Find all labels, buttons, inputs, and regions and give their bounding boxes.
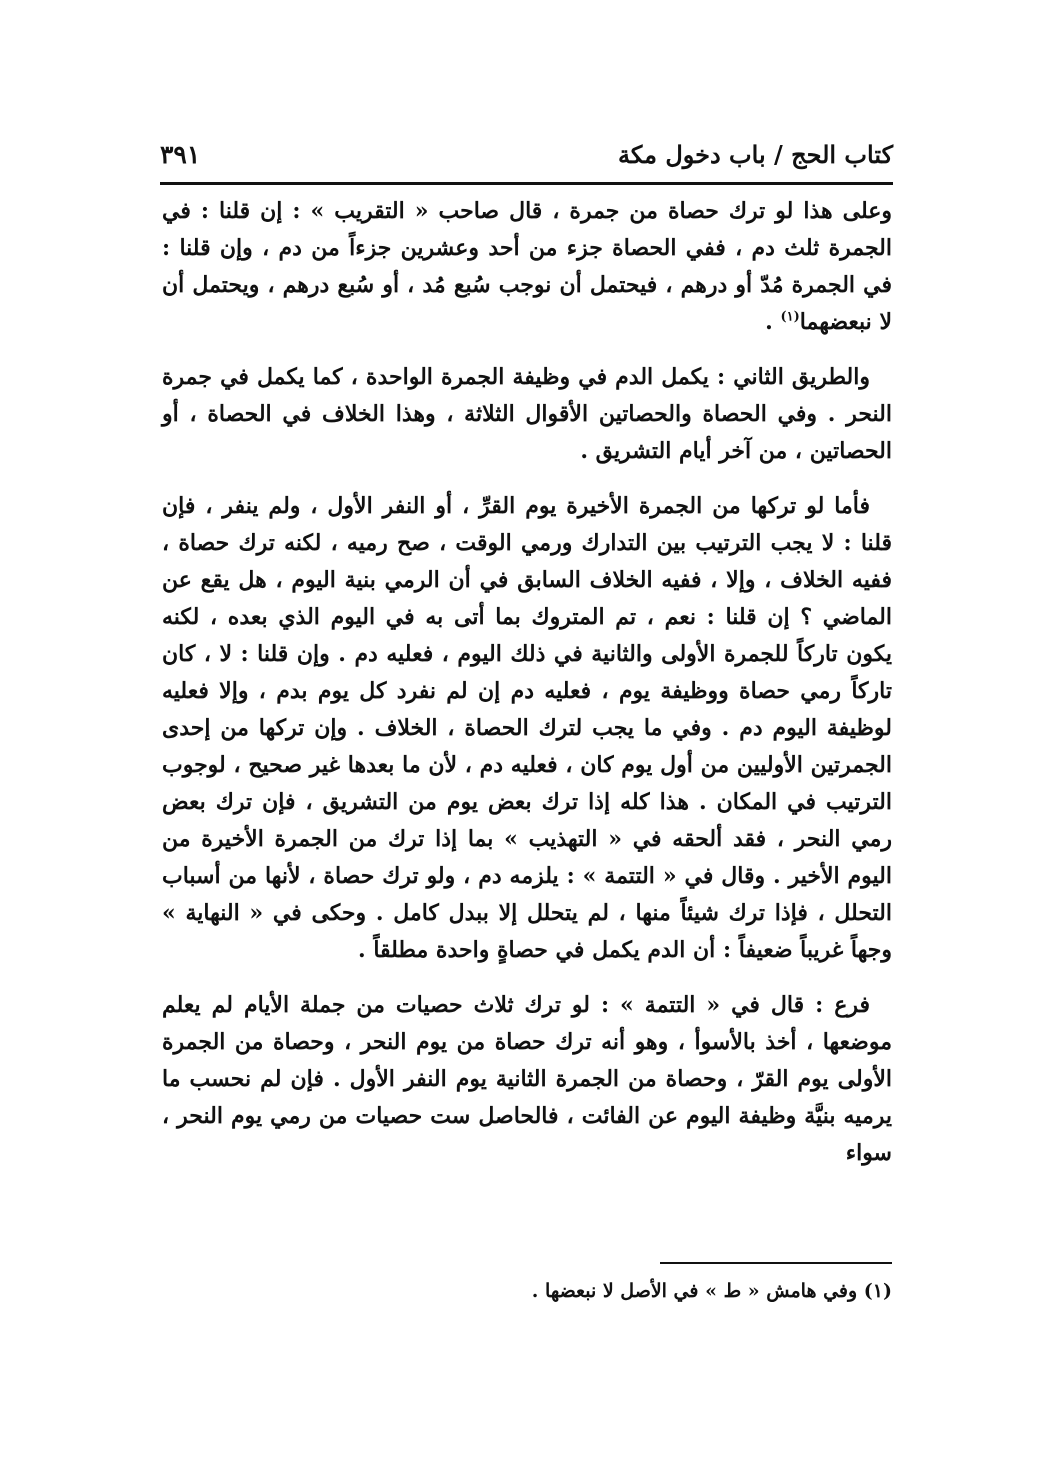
main-text [162, 193, 892, 1190]
paragraph-1 [162, 193, 892, 341]
page-number: ٣٩١ [160, 140, 201, 169]
chapter-title: كتاب الحج / باب دخول مكة [617, 140, 893, 169]
paragraph-4-lead: فرع [834, 992, 870, 1018]
footnote-divider [660, 1262, 892, 1264]
paragraph-3 [162, 488, 892, 969]
running-header [160, 140, 893, 180]
paragraph-4 [162, 987, 892, 1172]
paragraph-4-text: : قال في « التتمة » : لو ترك ثلاث حصيات من جملة الأيام لم يعلم موضعها ، أخذ بالأسوأ ، وهو أنه ترك حصاة من يوم النحر ، وحصاة من الجمرة الأولى يوم القرّ ، وحصاة من الجمرة الثانية يوم النفر الأول . فإن لم نحسب ما يرميه بنيَّة وظيفة اليوم عن الفائت ، فالحاصل ست حصيات من رمي يوم النحر ، سواء [162, 992, 892, 1166]
footnote-marker[interactable]: (١) [780, 309, 800, 325]
header-divider [160, 182, 893, 185]
footnote: (١) وفي هامش « ط » في الأصل لا نبعضها . [531, 1280, 892, 1302]
paragraph-2-lead: والطريق الثاني [733, 364, 871, 390]
paragraph-3-text: فأما لو تركها من الجمرة الأخيرة يوم القرِّ ، أو النفر الأول ، ولم ينفر ، فإن قلنا : لا يجب الترتيب بين التدارك ورمي الوقت ، صح رميه ، لكنه ترك حصاة ، ففيه الخلاف ، وإلا ، ففيه الخلاف السابق في أن الرمي بنية اليوم ، هل يقع عن الماضي ؟ إن قلنا : نعم ، تم المتروك بما أتى به في اليوم الذي بعده ، لكنه يكون تاركاً للجمرة الأولى والثانية في ذلك اليوم ، فعليه دم . وإن قلنا : لا ، كان تاركاً رمي حصاة ووظيفة يوم ، فعليه دم إن لم نفرد كل يوم بدم ، وإلا فعليه لوظيفة اليوم دم . وفي ما يجب لترك الحصاة ، الخلاف . وإن تركها من إحدى الجمرتين الأوليين من أول يوم كان ، فعليه دم ، لأن ما بعدها غير صحيح ، لوجوب الترتيب في المكان . هذا كله إذا ترك بعض يوم من التشريق ، فإن ترك بعض رمي النحر ، فقد ألحقه في « التهذيب » بما إذا ترك من الجمرة الأخيرة من اليوم الأخير . وقال في « التتمة » : يلزمه دم ، ولو ترك حصاة ، لأنها من أسباب التحلل ، فإذا ترك شيئاً منها ، لم يتحلل إلا ببدل كامل . وحكى في « النهاية » وجهاً غريباً ضعيفاً : أن الدم يكمل في حصاةٍ واحدة مطلقاً . [162, 493, 892, 963]
paragraph-1-end: . [765, 309, 781, 335]
paragraph-2-text: : يكمل الدم في وظيفة الجمرة الواحدة ، كما يكمل في جمرة النحر . وفي الحصاة والحصاتين الأقوال الثلاثة ، وهذا الخلاف في الحصاة ، أو الحصاتين ، من آخر أيام التشريق . [162, 364, 892, 464]
paragraph-1-text: وعلى هذا لو ترك حصاة من جمرة ، قال صاحب « التقريب » : إن قلنا : في الجمرة ثلث دم ، ففي الحصاة جزء من أحد وعشرين جزءاً من دم ، وإن قلنا : في الجمرة مُدّ أو درهم ، فيحتمل أن نوجب سُبع مُد ، أو سُبع درهم ، ويحتمل أن لا نبعضهما [162, 198, 892, 335]
paragraph-2 [162, 359, 892, 470]
